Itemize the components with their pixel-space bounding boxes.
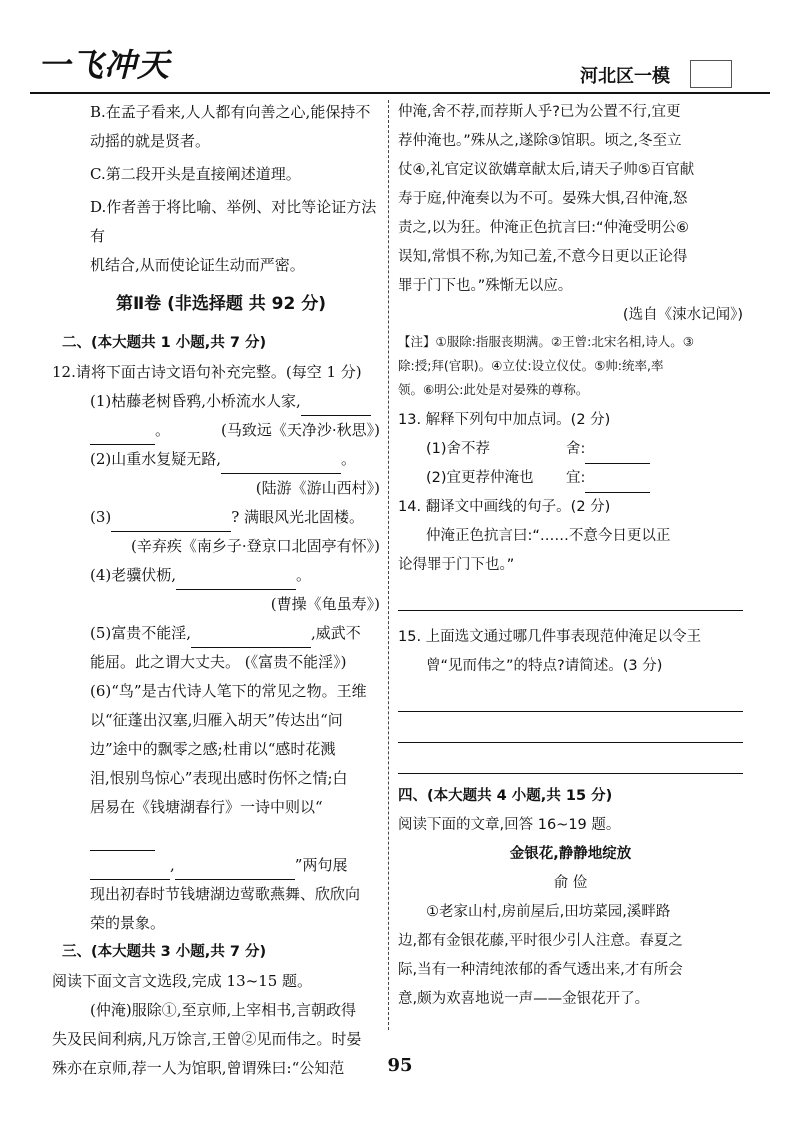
q12-3-source: (辛弃疾《南乡子·登京口北固亭有怀》) — [131, 537, 380, 555]
q12-1-blank-b[interactable] — [90, 426, 155, 445]
q12-4-end: 。 — [296, 566, 312, 584]
option-d-line2: 机结合,从而使论证生动而严密。 — [90, 256, 305, 274]
q12-prompt: 12.请将下面古诗文语句补充完整。(每空 1 分) — [52, 363, 362, 381]
q12-3-blank[interactable] — [111, 513, 231, 532]
q12-4-blank[interactable] — [176, 571, 296, 590]
article-line2: 边,都有金银花藤,平时很少引人注意。春夏之 — [398, 933, 683, 949]
note-line1: 【注】①服除:指服丧期满。②王曾:北宋名相,诗人。③ — [398, 334, 695, 349]
brand-logo: 一飞冲天 — [38, 46, 171, 84]
q12-1-blank-a[interactable] — [301, 397, 371, 416]
q12-4-source: (曹操《龟虽寿》) — [270, 595, 380, 613]
passage-line8: 责之,以为狂。仲淹正色抗言曰:“仲淹受明公⑥ — [398, 220, 690, 236]
q13-1-blank[interactable] — [585, 445, 650, 464]
q14-quote-line2: 论得罪于门下也。” — [398, 557, 515, 573]
q14-prompt: 14. 翻译文中画线的句子。(2 分) — [398, 499, 611, 515]
article-line3: 际,当有一种清纯浓郁的香气透出来,才有所会 — [398, 962, 683, 978]
q12-6-line5 — [62, 793, 380, 851]
q12-6-line2: 以“征蓬出汉塞,归雁入胡天”传达出“问 — [90, 711, 343, 729]
q15-prompt-line2: 曾“见而伟之”的特点?请简述。(3 分) — [426, 658, 663, 674]
q12-5-cont: ,威武不 — [311, 624, 361, 642]
option-b-line1: B.在孟子看来,人人都有向善之心,能保持不 — [90, 103, 371, 121]
option-b-line2: 动摇的就是贤者。 — [90, 132, 211, 150]
q12-6-line7: 现出初春时节钱塘湖边莺歌燕舞、欣欣向 — [90, 885, 361, 903]
article-line4: 意,颇为欢喜地说一声——金银花开了。 — [398, 991, 650, 1007]
decorative-box — [690, 60, 732, 88]
note-line2: 除:授;拜(官职)。④立仗:设立仪仗。⑤帅:统率,率 — [398, 358, 664, 373]
option-c: C.第二段开头是直接阐述道理。 — [90, 165, 301, 183]
q12-5-blank[interactable] — [191, 629, 311, 648]
q12-1-text: (1)枯藤老树昏鸦,小桥流水人家, — [90, 392, 301, 410]
passage-line5: 荐仲淹也。”殊从之,遂除③馆职。顷之,冬至立 — [398, 133, 682, 149]
q12-2 — [62, 445, 380, 474]
article-line1: ①老家山村,房前屋后,田坊菜园,溪畔路 — [426, 904, 671, 920]
q12-6-text: 居易在《钱塘湖春行》一诗中则以“ — [90, 798, 323, 816]
q12-5-line2: 能屈。此之谓大丈夫。 (《富贵不能淫》) — [90, 653, 347, 671]
q12-2-text: (2)山重水复疑无路, — [90, 450, 222, 468]
q13-1 — [398, 435, 743, 464]
section-3-intro: 阅读下面文言文选段,完成 13~15 题。 — [52, 972, 313, 990]
q15-answer-line-2[interactable] — [398, 712, 743, 743]
q13-prompt: 13. 解释下列句中加点词。(2 分) — [398, 412, 611, 428]
q12-6-cont: ”两句展 — [294, 856, 348, 874]
left-column — [52, 98, 380, 1083]
q13-2-text: (2)宜更荐仲淹也 — [426, 470, 534, 486]
q12-6-blank-b[interactable] — [90, 861, 170, 880]
q12-3-label: (3) — [90, 508, 112, 526]
q12-6-comma: , — [170, 856, 175, 874]
q12-1-end: 。 — [155, 421, 171, 439]
passage-line9: 误知,常惧不称,为知己羞,不意今日更以正论得 — [398, 249, 688, 265]
q12-6-line1: (6)“鸟”是古代诗人笔下的常见之物。王维 — [90, 682, 367, 700]
section-4-heading: 四、(本大题共 4 小题,共 15 分) — [398, 788, 613, 804]
passage-line1: (仲淹)服除①,至京师,上宰相书,言朝政得 — [90, 1001, 357, 1019]
q12-6-line3: 边”途中的飘零之感;杜甫以“感时花溅 — [90, 740, 336, 758]
q13-2-blank[interactable] — [585, 474, 650, 493]
article-title: 金银花,静静地绽放 — [509, 846, 632, 862]
passage-line7: 寿于庭,仲淹奏以为不可。晏殊大惧,召仲淹,怒 — [398, 191, 688, 207]
option-d-line1: D.作者善于将比喻、举例、对比等论证方法有 — [90, 198, 377, 245]
page-header — [0, 0, 800, 100]
passage-line4: 仲淹,舍不荐,而荐斯人乎?已为公置不行,宜更 — [398, 104, 681, 120]
section-2-heading: 二、(本大题共 1 小题,共 7 分) — [62, 335, 267, 351]
q12-1 — [62, 387, 380, 416]
passage-line3: 殊亦在京师,荐一人为馆职,曾谓殊曰:“公知范 — [52, 1059, 345, 1077]
q13-1-text: (1)舍不荐 — [426, 441, 491, 457]
passage-source: (选自《涑水记闻》) — [622, 307, 743, 323]
q12-4 — [62, 561, 380, 590]
passage-line2: 失及民间利病,凡万馀言,王曾②见而伟之。时晏 — [52, 1030, 362, 1048]
q14-answer-line[interactable] — [398, 580, 743, 611]
q15-answer-line-3[interactable] — [398, 743, 743, 774]
column-divider — [388, 100, 389, 1030]
q13-1-label: 舍: — [566, 441, 586, 457]
passage-line10: 罪于门下也。”殊惭无以应。 — [398, 278, 573, 294]
q12-6-blank-a[interactable] — [90, 832, 155, 851]
q15-answer-line-1[interactable] — [398, 681, 743, 712]
section-tag: 河北区一模 — [580, 66, 670, 87]
q12-6-line8: 荣的景象。 — [90, 914, 166, 932]
passage-line6: 仗④,礼官定议欲媾章献太后,请天子帅⑤百官献 — [398, 162, 695, 178]
header-rule — [30, 92, 770, 94]
q12-5 — [62, 619, 380, 648]
q14-quote-line1: 仲淹正色抗言曰:“……不意今日更以正 — [426, 528, 671, 544]
q12-2-blank[interactable] — [221, 455, 341, 474]
right-column — [398, 98, 743, 1014]
q12-4-text: (4)老骥伏枥, — [90, 566, 177, 584]
note-line3: 领。⑥明公:此处是对晏殊的尊称。 — [398, 382, 589, 397]
section-4-intro: 阅读下面的文章,回答 16~19 题。 — [398, 817, 621, 833]
q12-2-end: 。 — [341, 450, 357, 468]
q13-2-label: 宜: — [566, 470, 586, 486]
q13-2 — [398, 464, 743, 493]
q12-5-text: (5)富贵不能淫, — [90, 624, 192, 642]
volume-title: 第Ⅱ卷 (非选择题 共 92 分) — [115, 294, 327, 314]
q12-6-line4: 泪,恨别鸟惊心”表现出感时伤怀之情;白 — [90, 769, 348, 787]
article-author: 俞 俭 — [553, 875, 588, 891]
q12-1-source: (马致远《天净沙·秋思》) — [221, 421, 380, 439]
q12-3 — [62, 503, 380, 532]
q15-prompt-line1: 15. 上面选文通过哪几件事表现范仲淹足以令王 — [398, 629, 702, 645]
q12-6-blank-c[interactable] — [175, 861, 295, 880]
section-3-heading: 三、(本大题共 3 小题,共 7 分) — [62, 944, 267, 960]
page-number: 95 — [387, 1055, 413, 1076]
q12-6-line6 — [62, 851, 380, 880]
q12-2-source: (陆游《游山西村》) — [255, 479, 380, 497]
q12-3-text: ? 满眼风光北固楼。 — [231, 508, 365, 526]
